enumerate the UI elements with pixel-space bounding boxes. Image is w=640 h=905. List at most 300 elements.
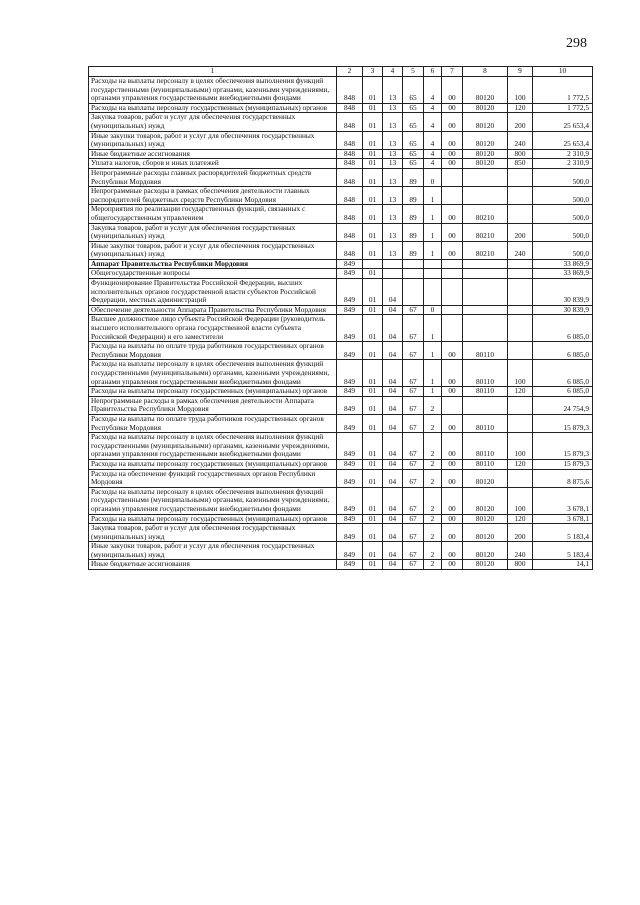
direction-cell: 00 — [442, 113, 463, 131]
gr-code-cell: 848 — [337, 205, 363, 223]
subsection-cell: 04 — [383, 279, 403, 306]
program-cell — [403, 279, 424, 306]
amount-cell: 500,0 — [533, 223, 593, 241]
expense-name-cell: Иные закупки товаров, работ и услуг для обеспечения государственных (муниципальных) нужд — [89, 241, 337, 259]
section-cell: 01 — [363, 524, 383, 542]
amount-cell: 8 875,6 — [533, 469, 593, 487]
target-article-cell: 80110 — [463, 433, 508, 460]
subsection-cell: 04 — [383, 469, 403, 487]
amount-cell: 1 772,5 — [533, 77, 593, 104]
expense-name-cell: Непрограммные расходы в рамках обеспечения деятельности Аппарата Правительства Республики Мордовия — [89, 396, 337, 414]
table-row — [89, 131, 593, 149]
subprogram-cell: 2 — [424, 459, 442, 469]
target-article-cell: 80210 — [463, 241, 508, 259]
expense-type-cell: 800 — [508, 560, 533, 570]
amount-cell: 500,0 — [533, 205, 593, 223]
direction-cell: 00 — [442, 360, 463, 387]
target-article-cell: 80120 — [463, 487, 508, 514]
section-cell: 01 — [363, 469, 383, 487]
subprogram-cell: 4 — [424, 113, 442, 131]
target-article-cell: 80210 — [463, 223, 508, 241]
direction-cell: 00 — [442, 514, 463, 524]
subprogram-cell: 2 — [424, 433, 442, 460]
gr-code-cell: 849 — [337, 387, 363, 397]
amount-cell: 24 754,9 — [533, 396, 593, 414]
section-cell: 01 — [363, 414, 383, 432]
direction-cell: 00 — [442, 103, 463, 113]
expense-type-cell: 100 — [508, 360, 533, 387]
program-cell: 65 — [403, 77, 424, 104]
amount-cell: 500,0 — [533, 241, 593, 259]
expense-type-cell — [508, 269, 533, 279]
subsection-cell: 04 — [383, 433, 403, 460]
gr-code-cell: 849 — [337, 560, 363, 570]
expense-type-cell: 800 — [508, 149, 533, 159]
program-cell: 65 — [403, 159, 424, 169]
subprogram-cell: 1 — [424, 387, 442, 397]
gr-code-cell: 848 — [337, 77, 363, 104]
table-row — [89, 560, 593, 570]
subsection-cell: 04 — [383, 514, 403, 524]
expense-name-cell: Расходы на выплаты персоналу государственных (муниципальных) органов — [89, 103, 337, 113]
gr-code-cell: 849 — [337, 414, 363, 432]
gr-code-cell: 849 — [337, 469, 363, 487]
direction-cell: 00 — [442, 542, 463, 560]
expense-type-cell — [508, 305, 533, 315]
expense-name-cell: Иные закупки товаров, работ и услуг для обеспечения государственных (муниципальных) нужд — [89, 542, 337, 560]
table-row — [89, 433, 593, 460]
subsection-cell: 04 — [383, 560, 403, 570]
program-cell: 67 — [403, 433, 424, 460]
expense-type-cell — [508, 342, 533, 360]
program-cell: 67 — [403, 469, 424, 487]
subprogram-cell: 1 — [424, 223, 442, 241]
program-cell: 67 — [403, 524, 424, 542]
subsection-cell: 04 — [383, 305, 403, 315]
subprogram-cell: 4 — [424, 149, 442, 159]
target-article-cell: 80110 — [463, 342, 508, 360]
expense-type-cell — [508, 315, 533, 342]
subsection-cell: 04 — [383, 360, 403, 387]
subprogram-cell: 1 — [424, 241, 442, 259]
subsection-cell — [383, 269, 403, 279]
table-row — [89, 524, 593, 542]
subsection-cell: 13 — [383, 241, 403, 259]
subsection-cell: 13 — [383, 131, 403, 149]
subprogram-cell — [424, 279, 442, 306]
target-article-cell — [463, 168, 508, 186]
expense-type-cell: 120 — [508, 514, 533, 524]
section-cell: 01 — [363, 159, 383, 169]
expense-type-cell: 240 — [508, 241, 533, 259]
direction-cell: 00 — [442, 433, 463, 460]
section-cell: 01 — [363, 223, 383, 241]
direction-cell: 00 — [442, 560, 463, 570]
section-cell: 01 — [363, 187, 383, 205]
column-header: 7 — [442, 67, 463, 77]
amount-cell: 14,1 — [533, 560, 593, 570]
direction-cell: 00 — [442, 149, 463, 159]
section-cell: 01 — [363, 241, 383, 259]
gr-code-cell: 848 — [337, 223, 363, 241]
gr-code-cell: 848 — [337, 149, 363, 159]
target-article-cell: 80120 — [463, 149, 508, 159]
table-row — [89, 113, 593, 131]
expense-name-cell: Иные закупки товаров, работ и услуг для обеспечения государственных (муниципальных) нужд — [89, 131, 337, 149]
amount-cell: 2 310,9 — [533, 159, 593, 169]
target-article-cell: 80120 — [463, 469, 508, 487]
section-cell: 01 — [363, 514, 383, 524]
subprogram-cell: 2 — [424, 414, 442, 432]
target-article-cell: 80110 — [463, 387, 508, 397]
expense-name-cell: Расходы на выплаты по оплате труда работников государственных органов Республики Мордовия — [89, 342, 337, 360]
target-article-cell — [463, 315, 508, 342]
subsection-cell: 13 — [383, 77, 403, 104]
table-row — [89, 223, 593, 241]
table-row — [89, 469, 593, 487]
subprogram-cell: 0 — [424, 168, 442, 186]
target-article-cell: 80110 — [463, 414, 508, 432]
table-row — [89, 269, 593, 279]
expense-type-cell: 240 — [508, 131, 533, 149]
expense-name-cell: Аппарат Правительства Республики Мордовия — [89, 259, 337, 269]
direction-cell: 00 — [442, 205, 463, 223]
gr-code-cell: 849 — [337, 342, 363, 360]
expense-name-cell: Расходы на выплаты персоналу в целях обеспечения выполнения функций государственными (муниципальными) органами, казенными учреждениями, органами управления государственными внебюджетными фондами — [89, 487, 337, 514]
subsection-cell — [383, 259, 403, 269]
amount-cell: 25 653,4 — [533, 113, 593, 131]
column-header: 8 — [463, 67, 508, 77]
subprogram-cell: 2 — [424, 487, 442, 514]
table-row — [89, 542, 593, 560]
expense-type-cell — [508, 187, 533, 205]
amount-cell: 6 085,0 — [533, 342, 593, 360]
section-cell: 01 — [363, 205, 383, 223]
direction-cell — [442, 187, 463, 205]
subprogram-cell: 4 — [424, 131, 442, 149]
expense-name-cell: Высшее должностное лицо субъекта Российской Федерации (руководитель высшего исполнительного органа государственной власти субъекта Российской Федерации) и его заместители — [89, 315, 337, 342]
section-cell: 01 — [363, 433, 383, 460]
gr-code-cell: 849 — [337, 542, 363, 560]
target-article-cell: 80120 — [463, 560, 508, 570]
direction-cell — [442, 279, 463, 306]
target-article-cell: 80120 — [463, 159, 508, 169]
column-header: 3 — [363, 67, 383, 77]
gr-code-cell: 848 — [337, 168, 363, 186]
program-cell: 67 — [403, 396, 424, 414]
program-cell: 67 — [403, 305, 424, 315]
amount-cell: 3 678,1 — [533, 487, 593, 514]
table-row — [89, 103, 593, 113]
subprogram-cell: 1 — [424, 360, 442, 387]
subsection-cell: 04 — [383, 315, 403, 342]
expense-type-cell: 850 — [508, 159, 533, 169]
program-cell: 89 — [403, 168, 424, 186]
direction-cell: 00 — [442, 159, 463, 169]
expense-name-cell: Функционирование Правительства Российской Федерации, высших исполнительных органов государственной власти субъектов Российской Федерации, местных администраций — [89, 279, 337, 306]
program-cell — [403, 269, 424, 279]
gr-code-cell: 848 — [337, 159, 363, 169]
expense-type-cell: 200 — [508, 223, 533, 241]
table-row — [89, 459, 593, 469]
expense-type-cell — [508, 279, 533, 306]
gr-code-cell: 849 — [337, 433, 363, 460]
direction-cell: 00 — [442, 487, 463, 514]
program-cell: 89 — [403, 187, 424, 205]
direction-cell — [442, 168, 463, 186]
expense-name-cell: Непрограммные расходы в рамках обеспечения деятельности главных распорядителей бюджетных средств Республики Мордовия — [89, 187, 337, 205]
program-cell: 67 — [403, 315, 424, 342]
table-row — [89, 387, 593, 397]
amount-cell: 3 678,1 — [533, 514, 593, 524]
gr-code-cell: 848 — [337, 187, 363, 205]
subsection-cell: 13 — [383, 223, 403, 241]
expense-name-cell: Расходы на выплаты персоналу в целях обеспечения выполнения функций государственными (муниципальными) органами, казенными учреждениями, органами управления государственными внебюджетными фондами — [89, 360, 337, 387]
subsection-cell: 13 — [383, 103, 403, 113]
program-cell: 67 — [403, 387, 424, 397]
table-row — [89, 514, 593, 524]
expense-type-cell: 100 — [508, 433, 533, 460]
subprogram-cell: 1 — [424, 205, 442, 223]
column-header: 4 — [383, 67, 403, 77]
expense-name-cell: Закупка товаров, работ и услуг для обеспечения государственных (муниципальных) нужд — [89, 113, 337, 131]
table-body — [89, 77, 593, 570]
target-article-cell: 80110 — [463, 360, 508, 387]
expense-name-cell: Мероприятия по реализации государственных функций, связанных с общегосударственным управлением — [89, 205, 337, 223]
target-article-cell: 80120 — [463, 77, 508, 104]
subprogram-cell: 2 — [424, 469, 442, 487]
program-cell: 67 — [403, 542, 424, 560]
amount-cell: 30 839,9 — [533, 305, 593, 315]
section-cell: 01 — [363, 459, 383, 469]
expense-type-cell: 200 — [508, 113, 533, 131]
gr-code-cell: 848 — [337, 241, 363, 259]
subprogram-cell: 1 — [424, 315, 442, 342]
gr-code-cell: 849 — [337, 315, 363, 342]
subprogram-cell: 1 — [424, 342, 442, 360]
program-cell: 89 — [403, 223, 424, 241]
subsection-cell: 04 — [383, 387, 403, 397]
table-row — [89, 241, 593, 259]
subsection-cell: 04 — [383, 396, 403, 414]
subprogram-cell: 2 — [424, 396, 442, 414]
expense-name-cell: Уплата налогов, сборов и иных платежей — [89, 159, 337, 169]
table-row — [89, 159, 593, 169]
subsection-cell: 13 — [383, 149, 403, 159]
target-article-cell: 80120 — [463, 524, 508, 542]
expense-name-cell: Общегосударственные вопросы — [89, 269, 337, 279]
expense-name-cell: Расходы на обеспечение функций государственных органов Республики Мордовия — [89, 469, 337, 487]
expense-name-cell: Закупка товаров, работ и услуг для обеспечения государственных (муниципальных) нужд — [89, 524, 337, 542]
section-cell: 01 — [363, 396, 383, 414]
gr-code-cell: 849 — [337, 279, 363, 306]
table-row — [89, 342, 593, 360]
gr-code-cell: 849 — [337, 360, 363, 387]
amount-cell: 500,0 — [533, 187, 593, 205]
expense-name-cell: Непрограммные расходы главных распорядителей бюджетных средств Республики Мордовия — [89, 168, 337, 186]
section-cell: 01 — [363, 387, 383, 397]
expense-name-cell: Иные бюджетные ассигнования — [89, 149, 337, 159]
section-cell: 01 — [363, 360, 383, 387]
target-article-cell: 80120 — [463, 542, 508, 560]
target-article-cell — [463, 187, 508, 205]
program-cell: 67 — [403, 560, 424, 570]
section-cell: 01 — [363, 342, 383, 360]
direction-cell: 00 — [442, 131, 463, 149]
expense-name-cell: Расходы на выплаты персоналу государственных (муниципальных) органов — [89, 459, 337, 469]
section-cell — [363, 259, 383, 269]
direction-cell: 00 — [442, 223, 463, 241]
expense-name-cell: Расходы на выплаты персоналу в целях обеспечения выполнения функций государственными (муниципальными) органами, казенными учреждениями, органами управления государственными внебюджетными фондами — [89, 433, 337, 460]
section-cell: 01 — [363, 305, 383, 315]
direction-cell: 00 — [442, 241, 463, 259]
subprogram-cell: 4 — [424, 103, 442, 113]
expense-name-cell: Расходы на выплаты персоналу в целях обеспечения выполнения функций государственными (муниципальными) органами, казенными учреждениями, органами управления государственными внебюджетными фондами — [89, 77, 337, 104]
expense-name-cell: Закупка товаров, работ и услуг для обеспечения государственных (муниципальных) нужд — [89, 223, 337, 241]
table-row — [89, 396, 593, 414]
direction-cell — [442, 305, 463, 315]
program-cell: 65 — [403, 103, 424, 113]
subsection-cell: 04 — [383, 542, 403, 560]
table-row — [89, 205, 593, 223]
direction-cell: 00 — [442, 469, 463, 487]
budget-table — [88, 66, 593, 570]
subsection-cell: 04 — [383, 459, 403, 469]
subprogram-cell — [424, 259, 442, 269]
target-article-cell — [463, 269, 508, 279]
gr-code-cell: 848 — [337, 131, 363, 149]
direction-cell: 00 — [442, 387, 463, 397]
table-row — [89, 315, 593, 342]
gr-code-cell: 849 — [337, 305, 363, 315]
subprogram-cell: 2 — [424, 514, 442, 524]
gr-code-cell: 849 — [337, 396, 363, 414]
gr-code-cell: 849 — [337, 269, 363, 279]
amount-cell: 5 183,4 — [533, 542, 593, 560]
expense-name-cell: Расходы на выплаты по оплате труда работников государственных органов Республики Мордовия — [89, 414, 337, 432]
program-cell: 89 — [403, 241, 424, 259]
section-cell: 01 — [363, 315, 383, 342]
direction-cell: 00 — [442, 342, 463, 360]
subprogram-cell — [424, 269, 442, 279]
program-cell: 67 — [403, 360, 424, 387]
amount-cell: 6 085,0 — [533, 387, 593, 397]
subsection-cell: 13 — [383, 187, 403, 205]
expense-type-cell — [508, 168, 533, 186]
expense-type-cell — [508, 414, 533, 432]
section-cell: 01 — [363, 279, 383, 306]
program-cell: 65 — [403, 131, 424, 149]
target-article-cell — [463, 396, 508, 414]
subprogram-cell: 4 — [424, 77, 442, 104]
direction-cell — [442, 259, 463, 269]
subsection-cell: 04 — [383, 524, 403, 542]
target-article-cell: 80120 — [463, 113, 508, 131]
expense-type-cell — [508, 469, 533, 487]
section-cell: 01 — [363, 131, 383, 149]
page-number: 298 — [566, 36, 587, 51]
program-cell: 67 — [403, 342, 424, 360]
direction-cell — [442, 315, 463, 342]
target-article-cell — [463, 279, 508, 306]
expense-name-cell: Обеспечение деятельности Аппарата Правительства Республики Мордовия — [89, 305, 337, 315]
table-row — [89, 77, 593, 104]
amount-cell: 2 310,9 — [533, 149, 593, 159]
expense-name-cell: Иные бюджетные ассигнования — [89, 560, 337, 570]
column-header: 5 — [403, 67, 424, 77]
subsection-cell: 13 — [383, 168, 403, 186]
amount-cell: 33 869,9 — [533, 269, 593, 279]
section-cell: 01 — [363, 77, 383, 104]
expense-name-cell: Расходы на выплаты персоналу государственных (муниципальных) органов — [89, 387, 337, 397]
gr-code-cell: 849 — [337, 514, 363, 524]
amount-cell: 15 879,3 — [533, 433, 593, 460]
direction-cell: 00 — [442, 77, 463, 104]
table-header-row — [89, 67, 593, 77]
table-row — [89, 487, 593, 514]
section-cell: 01 — [363, 487, 383, 514]
gr-code-cell: 849 — [337, 524, 363, 542]
section-cell: 01 — [363, 113, 383, 131]
direction-cell: 00 — [442, 414, 463, 432]
expense-type-cell — [508, 396, 533, 414]
amount-cell: 33 869,9 — [533, 259, 593, 269]
gr-code-cell: 849 — [337, 459, 363, 469]
column-header: 9 — [508, 67, 533, 77]
program-cell: 65 — [403, 113, 424, 131]
gr-code-cell: 848 — [337, 103, 363, 113]
amount-cell: 25 653,4 — [533, 131, 593, 149]
subsection-cell: 04 — [383, 414, 403, 432]
program-cell: 65 — [403, 149, 424, 159]
target-article-cell — [463, 259, 508, 269]
gr-code-cell: 849 — [337, 259, 363, 269]
section-cell: 01 — [363, 168, 383, 186]
table-row — [89, 168, 593, 186]
expense-type-cell — [508, 259, 533, 269]
amount-cell: 30 839,9 — [533, 279, 593, 306]
expense-type-cell: 120 — [508, 103, 533, 113]
target-article-cell: 80120 — [463, 514, 508, 524]
subprogram-cell: 0 — [424, 305, 442, 315]
amount-cell: 6 085,0 — [533, 315, 593, 342]
program-cell: 67 — [403, 459, 424, 469]
subsection-cell: 13 — [383, 159, 403, 169]
direction-cell — [442, 396, 463, 414]
amount-cell: 15 879,3 — [533, 459, 593, 469]
table-row — [89, 187, 593, 205]
direction-cell: 00 — [442, 524, 463, 542]
subprogram-cell: 2 — [424, 542, 442, 560]
subsection-cell: 13 — [383, 205, 403, 223]
section-cell: 01 — [363, 542, 383, 560]
target-article-cell: 80120 — [463, 103, 508, 113]
column-header: 6 — [424, 67, 442, 77]
column-header: 2 — [337, 67, 363, 77]
target-article-cell: 80210 — [463, 205, 508, 223]
expense-type-cell: 100 — [508, 77, 533, 104]
amount-cell: 6 085,0 — [533, 360, 593, 387]
expense-type-cell — [508, 205, 533, 223]
target-article-cell — [463, 305, 508, 315]
table-row — [89, 360, 593, 387]
amount-cell: 1 772,5 — [533, 103, 593, 113]
subsection-cell: 04 — [383, 487, 403, 514]
gr-code-cell: 849 — [337, 487, 363, 514]
subprogram-cell: 2 — [424, 560, 442, 570]
expense-type-cell: 120 — [508, 459, 533, 469]
program-cell: 89 — [403, 205, 424, 223]
